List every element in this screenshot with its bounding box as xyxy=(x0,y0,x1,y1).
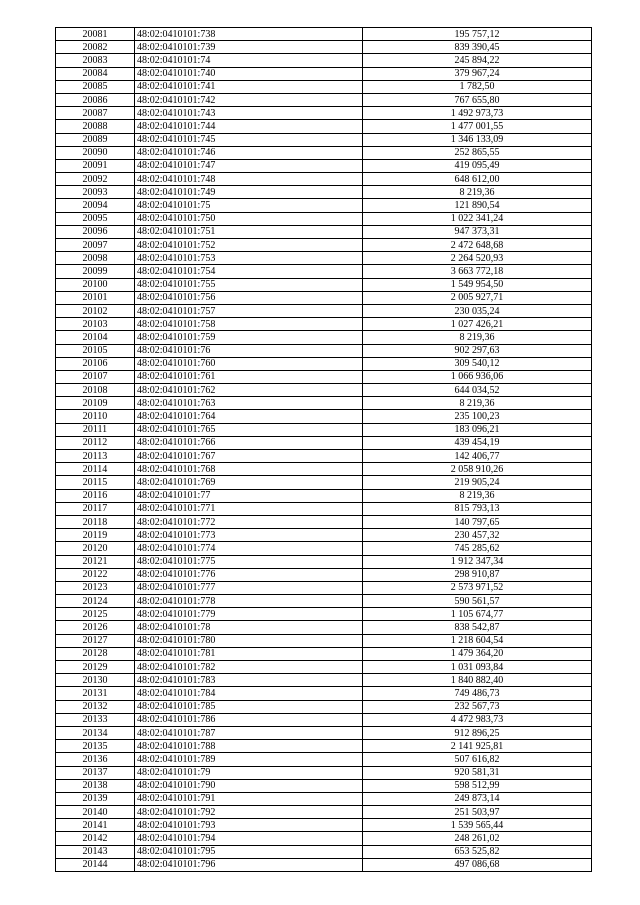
table-row xyxy=(56,502,592,515)
cadastral-number-cell: 48:02:0410101:775 xyxy=(135,555,363,568)
table-row xyxy=(56,687,592,700)
cadastral-number-cell: 48:02:0410101:788 xyxy=(135,740,363,753)
row-number-cell: 20127 xyxy=(56,634,135,647)
cadastral-number-cell: 48:02:0410101:765 xyxy=(135,423,363,436)
cadastral-number-cell: 48:02:0410101:772 xyxy=(135,515,363,528)
value-cell: 815 793,13 xyxy=(363,502,592,515)
table-row xyxy=(56,634,592,647)
row-number-cell: 20110 xyxy=(56,410,135,423)
table-row xyxy=(56,726,592,739)
row-number-cell: 20132 xyxy=(56,700,135,713)
cadastral-number-cell: 48:02:0410101:764 xyxy=(135,410,363,423)
table-body xyxy=(56,28,592,872)
row-number-cell: 20087 xyxy=(56,107,135,120)
value-cell: 298 910,87 xyxy=(363,568,592,581)
table-row xyxy=(56,819,592,832)
value-cell: 419 095,49 xyxy=(363,159,592,172)
row-number-cell: 20144 xyxy=(56,858,135,871)
value-cell: 653 525,82 xyxy=(363,845,592,858)
cadastral-number-cell: 48:02:0410101:780 xyxy=(135,634,363,647)
cadastral-number-cell: 48:02:0410101:759 xyxy=(135,331,363,344)
row-number-cell: 20085 xyxy=(56,80,135,93)
row-number-cell: 20117 xyxy=(56,502,135,515)
table-row xyxy=(56,41,592,54)
row-number-cell: 20116 xyxy=(56,489,135,502)
value-cell: 1 479 364,20 xyxy=(363,647,592,660)
table-row xyxy=(56,357,592,370)
cadastral-number-cell: 48:02:0410101:791 xyxy=(135,792,363,805)
value-cell: 2 058 910,26 xyxy=(363,463,592,476)
value-cell: 8 219,36 xyxy=(363,397,592,410)
table-row xyxy=(56,159,592,172)
table-row xyxy=(56,291,592,304)
table-row xyxy=(56,595,592,608)
cadastral-number-cell: 48:02:0410101:761 xyxy=(135,370,363,383)
value-cell: 140 797,65 xyxy=(363,515,592,528)
table-row xyxy=(56,384,592,397)
row-number-cell: 20093 xyxy=(56,186,135,199)
cadastral-number-cell: 48:02:0410101:751 xyxy=(135,225,363,238)
row-number-cell: 20094 xyxy=(56,199,135,212)
cadastral-number-cell: 48:02:0410101:758 xyxy=(135,318,363,331)
row-number-cell: 20126 xyxy=(56,621,135,634)
cadastral-number-cell: 48:02:0410101:75 xyxy=(135,199,363,212)
row-number-cell: 20098 xyxy=(56,252,135,265)
row-number-cell: 20086 xyxy=(56,93,135,106)
value-cell: 121 890,54 xyxy=(363,199,592,212)
table-row xyxy=(56,621,592,634)
cadastral-number-cell: 48:02:0410101:776 xyxy=(135,568,363,581)
row-number-cell: 20095 xyxy=(56,212,135,225)
row-number-cell: 20123 xyxy=(56,581,135,594)
value-cell: 1 105 674,77 xyxy=(363,608,592,621)
row-number-cell: 20107 xyxy=(56,370,135,383)
value-cell: 2 472 648,68 xyxy=(363,239,592,252)
table-row xyxy=(56,608,592,621)
row-number-cell: 20108 xyxy=(56,384,135,397)
row-number-cell: 20119 xyxy=(56,529,135,542)
table-row xyxy=(56,107,592,120)
value-cell: 648 612,00 xyxy=(363,173,592,186)
row-number-cell: 20134 xyxy=(56,726,135,739)
value-cell: 439 454,19 xyxy=(363,436,592,449)
table-row xyxy=(56,740,592,753)
row-number-cell: 20101 xyxy=(56,291,135,304)
value-cell: 183 096,21 xyxy=(363,423,592,436)
cadastral-number-cell: 48:02:0410101:778 xyxy=(135,595,363,608)
value-cell: 1 782,50 xyxy=(363,80,592,93)
cadastral-number-cell: 48:02:0410101:740 xyxy=(135,67,363,80)
value-cell: 839 390,45 xyxy=(363,41,592,54)
cadastral-number-cell: 48:02:0410101:739 xyxy=(135,41,363,54)
cadastral-number-cell: 48:02:0410101:79 xyxy=(135,766,363,779)
row-number-cell: 20141 xyxy=(56,819,135,832)
table-row xyxy=(56,450,592,463)
cadastral-number-cell: 48:02:0410101:769 xyxy=(135,476,363,489)
value-cell: 1 539 565,44 xyxy=(363,819,592,832)
table-row xyxy=(56,661,592,674)
cadastral-number-cell: 48:02:0410101:74 xyxy=(135,54,363,67)
row-number-cell: 20112 xyxy=(56,436,135,449)
value-cell: 142 406,77 xyxy=(363,450,592,463)
cadastral-number-cell: 48:02:0410101:750 xyxy=(135,212,363,225)
cadastral-number-cell: 48:02:0410101:756 xyxy=(135,291,363,304)
table-row xyxy=(56,410,592,423)
cadastral-number-cell: 48:02:0410101:755 xyxy=(135,278,363,291)
value-cell: 1 218 604,54 xyxy=(363,634,592,647)
value-cell: 248 261,02 xyxy=(363,832,592,845)
value-cell: 230 035,24 xyxy=(363,304,592,317)
table-row xyxy=(56,212,592,225)
row-number-cell: 20124 xyxy=(56,595,135,608)
value-cell: 947 373,31 xyxy=(363,225,592,238)
table-row xyxy=(56,713,592,726)
table-row xyxy=(56,832,592,845)
table-row xyxy=(56,581,592,594)
cadastral-number-cell: 48:02:0410101:746 xyxy=(135,146,363,159)
cadastral-number-cell: 48:02:0410101:747 xyxy=(135,159,363,172)
value-cell: 195 757,12 xyxy=(363,28,592,41)
value-cell: 838 542,87 xyxy=(363,621,592,634)
row-number-cell: 20129 xyxy=(56,661,135,674)
value-cell: 1 912 347,34 xyxy=(363,555,592,568)
table-row xyxy=(56,529,592,542)
row-number-cell: 20133 xyxy=(56,713,135,726)
table-row xyxy=(56,67,592,80)
row-number-cell: 20097 xyxy=(56,239,135,252)
cadastral-number-cell: 48:02:0410101:790 xyxy=(135,779,363,792)
value-cell: 902 297,63 xyxy=(363,344,592,357)
table-row xyxy=(56,133,592,146)
row-number-cell: 20091 xyxy=(56,159,135,172)
row-number-cell: 20084 xyxy=(56,67,135,80)
cadastral-number-cell: 48:02:0410101:78 xyxy=(135,621,363,634)
table-row xyxy=(56,278,592,291)
row-number-cell: 20111 xyxy=(56,423,135,436)
value-cell: 497 086,68 xyxy=(363,858,592,871)
table-row xyxy=(56,173,592,186)
row-number-cell: 20105 xyxy=(56,344,135,357)
cadastral-number-cell: 48:02:0410101:744 xyxy=(135,120,363,133)
cadastral-number-cell: 48:02:0410101:773 xyxy=(135,529,363,542)
table-row xyxy=(56,766,592,779)
table-row xyxy=(56,476,592,489)
value-cell: 1 027 426,21 xyxy=(363,318,592,331)
cadastral-number-cell: 48:02:0410101:793 xyxy=(135,819,363,832)
cadastral-number-cell: 48:02:0410101:738 xyxy=(135,28,363,41)
table-row xyxy=(56,186,592,199)
cadastral-number-cell: 48:02:0410101:786 xyxy=(135,713,363,726)
cadastral-number-cell: 48:02:0410101:748 xyxy=(135,173,363,186)
value-cell: 8 219,36 xyxy=(363,489,592,502)
value-cell: 590 561,57 xyxy=(363,595,592,608)
row-number-cell: 20138 xyxy=(56,779,135,792)
table-row xyxy=(56,647,592,660)
cadastral-number-cell: 48:02:0410101:76 xyxy=(135,344,363,357)
value-cell: 230 457,32 xyxy=(363,529,592,542)
value-cell: 1 492 973,73 xyxy=(363,107,592,120)
table-row xyxy=(56,318,592,331)
row-number-cell: 20106 xyxy=(56,357,135,370)
row-number-cell: 20136 xyxy=(56,753,135,766)
value-cell: 912 896,25 xyxy=(363,726,592,739)
value-cell: 2 005 927,71 xyxy=(363,291,592,304)
table-row xyxy=(56,779,592,792)
row-number-cell: 20142 xyxy=(56,832,135,845)
table-row xyxy=(56,146,592,159)
row-number-cell: 20083 xyxy=(56,54,135,67)
value-cell: 2 573 971,52 xyxy=(363,581,592,594)
cadastral-number-cell: 48:02:0410101:760 xyxy=(135,357,363,370)
table-row xyxy=(56,239,592,252)
value-cell: 4 472 983,73 xyxy=(363,713,592,726)
value-cell: 249 873,14 xyxy=(363,792,592,805)
table-row xyxy=(56,80,592,93)
value-cell: 2 141 925,81 xyxy=(363,740,592,753)
cadastral-number-cell: 48:02:0410101:782 xyxy=(135,661,363,674)
cadastral-number-cell: 48:02:0410101:752 xyxy=(135,239,363,252)
table-row xyxy=(56,344,592,357)
row-number-cell: 20135 xyxy=(56,740,135,753)
row-number-cell: 20139 xyxy=(56,792,135,805)
value-cell: 749 486,73 xyxy=(363,687,592,700)
value-cell: 219 905,24 xyxy=(363,476,592,489)
cadastral-number-cell: 48:02:0410101:749 xyxy=(135,186,363,199)
row-number-cell: 20102 xyxy=(56,304,135,317)
table-row xyxy=(56,753,592,766)
table-row xyxy=(56,568,592,581)
cadastral-number-cell: 48:02:0410101:766 xyxy=(135,436,363,449)
row-number-cell: 20114 xyxy=(56,463,135,476)
value-cell: 2 264 520,93 xyxy=(363,252,592,265)
table-row xyxy=(56,489,592,502)
cadastral-number-cell: 48:02:0410101:795 xyxy=(135,845,363,858)
value-cell: 235 100,23 xyxy=(363,410,592,423)
cadastral-number-cell: 48:02:0410101:763 xyxy=(135,397,363,410)
row-number-cell: 20125 xyxy=(56,608,135,621)
row-number-cell: 20137 xyxy=(56,766,135,779)
value-cell: 598 512,99 xyxy=(363,779,592,792)
row-number-cell: 20104 xyxy=(56,331,135,344)
table-row xyxy=(56,436,592,449)
table-row xyxy=(56,515,592,528)
row-number-cell: 20128 xyxy=(56,647,135,660)
table-row xyxy=(56,304,592,317)
cadastral-number-cell: 48:02:0410101:771 xyxy=(135,502,363,515)
cadastral-number-cell: 48:02:0410101:779 xyxy=(135,608,363,621)
cadastral-number-cell: 48:02:0410101:783 xyxy=(135,674,363,687)
cadastral-number-cell: 48:02:0410101:792 xyxy=(135,806,363,819)
row-number-cell: 20118 xyxy=(56,515,135,528)
table-row xyxy=(56,265,592,278)
cadastral-number-cell: 48:02:0410101:767 xyxy=(135,450,363,463)
value-cell: 1 066 936,06 xyxy=(363,370,592,383)
value-cell: 232 567,73 xyxy=(363,700,592,713)
cadastral-number-cell: 48:02:0410101:762 xyxy=(135,384,363,397)
value-cell: 644 034,52 xyxy=(363,384,592,397)
table-row xyxy=(56,28,592,41)
table-row xyxy=(56,542,592,555)
table-row xyxy=(56,858,592,871)
cadastral-number-cell: 48:02:0410101:742 xyxy=(135,93,363,106)
cadastral-number-cell: 48:02:0410101:77 xyxy=(135,489,363,502)
row-number-cell: 20121 xyxy=(56,555,135,568)
table-row xyxy=(56,370,592,383)
value-cell: 767 655,80 xyxy=(363,93,592,106)
table-row xyxy=(56,331,592,344)
value-cell: 1 346 133,09 xyxy=(363,133,592,146)
cadastral-number-cell: 48:02:0410101:754 xyxy=(135,265,363,278)
row-number-cell: 20082 xyxy=(56,41,135,54)
table-row xyxy=(56,252,592,265)
row-number-cell: 20096 xyxy=(56,225,135,238)
table-row xyxy=(56,555,592,568)
value-cell: 507 616,82 xyxy=(363,753,592,766)
row-number-cell: 20081 xyxy=(56,28,135,41)
value-cell: 1 840 882,40 xyxy=(363,674,592,687)
row-number-cell: 20088 xyxy=(56,120,135,133)
cadastral-number-cell: 48:02:0410101:787 xyxy=(135,726,363,739)
cadastral-number-cell: 48:02:0410101:796 xyxy=(135,858,363,871)
cadastral-number-cell: 48:02:0410101:745 xyxy=(135,133,363,146)
value-cell: 245 894,22 xyxy=(363,54,592,67)
row-number-cell: 20113 xyxy=(56,450,135,463)
row-number-cell: 20099 xyxy=(56,265,135,278)
value-cell: 8 219,36 xyxy=(363,186,592,199)
table-row xyxy=(56,674,592,687)
row-number-cell: 20130 xyxy=(56,674,135,687)
row-number-cell: 20131 xyxy=(56,687,135,700)
cadastral-number-cell: 48:02:0410101:785 xyxy=(135,700,363,713)
value-cell: 379 967,24 xyxy=(363,67,592,80)
value-cell: 1 477 001,55 xyxy=(363,120,592,133)
row-number-cell: 20103 xyxy=(56,318,135,331)
cadastral-number-cell: 48:02:0410101:768 xyxy=(135,463,363,476)
row-number-cell: 20089 xyxy=(56,133,135,146)
table-row xyxy=(56,397,592,410)
row-number-cell: 20115 xyxy=(56,476,135,489)
row-number-cell: 20122 xyxy=(56,568,135,581)
row-number-cell: 20090 xyxy=(56,146,135,159)
value-cell: 1 022 341,24 xyxy=(363,212,592,225)
value-cell: 1 031 093,84 xyxy=(363,661,592,674)
row-number-cell: 20140 xyxy=(56,806,135,819)
table-row xyxy=(56,93,592,106)
value-cell: 309 540,12 xyxy=(363,357,592,370)
row-number-cell: 20092 xyxy=(56,173,135,186)
value-cell: 745 285,62 xyxy=(363,542,592,555)
table-row xyxy=(56,700,592,713)
value-cell: 3 663 772,18 xyxy=(363,265,592,278)
cadastral-number-cell: 48:02:0410101:781 xyxy=(135,647,363,660)
row-number-cell: 20143 xyxy=(56,845,135,858)
value-cell: 920 581,31 xyxy=(363,766,592,779)
cadastral-number-cell: 48:02:0410101:757 xyxy=(135,304,363,317)
row-number-cell: 20109 xyxy=(56,397,135,410)
table-row xyxy=(56,792,592,805)
table-row xyxy=(56,463,592,476)
value-cell: 1 549 954,50 xyxy=(363,278,592,291)
table-row xyxy=(56,845,592,858)
cadastral-number-cell: 48:02:0410101:794 xyxy=(135,832,363,845)
cadastral-number-cell: 48:02:0410101:777 xyxy=(135,581,363,594)
table-row xyxy=(56,199,592,212)
cadastral-number-cell: 48:02:0410101:774 xyxy=(135,542,363,555)
cadastral-number-cell: 48:02:0410101:753 xyxy=(135,252,363,265)
cadastral-number-cell: 48:02:0410101:789 xyxy=(135,753,363,766)
table-row xyxy=(56,806,592,819)
table-row xyxy=(56,120,592,133)
cadastral-number-cell: 48:02:0410101:741 xyxy=(135,80,363,93)
cadastral-number-cell: 48:02:0410101:784 xyxy=(135,687,363,700)
table-row xyxy=(56,225,592,238)
value-cell: 251 503,97 xyxy=(363,806,592,819)
cadastral-number-cell: 48:02:0410101:743 xyxy=(135,107,363,120)
table-row xyxy=(56,54,592,67)
row-number-cell: 20100 xyxy=(56,278,135,291)
value-cell: 252 865,55 xyxy=(363,146,592,159)
value-cell: 8 219,36 xyxy=(363,331,592,344)
cadastral-value-table xyxy=(55,27,592,872)
row-number-cell: 20120 xyxy=(56,542,135,555)
table-row xyxy=(56,423,592,436)
